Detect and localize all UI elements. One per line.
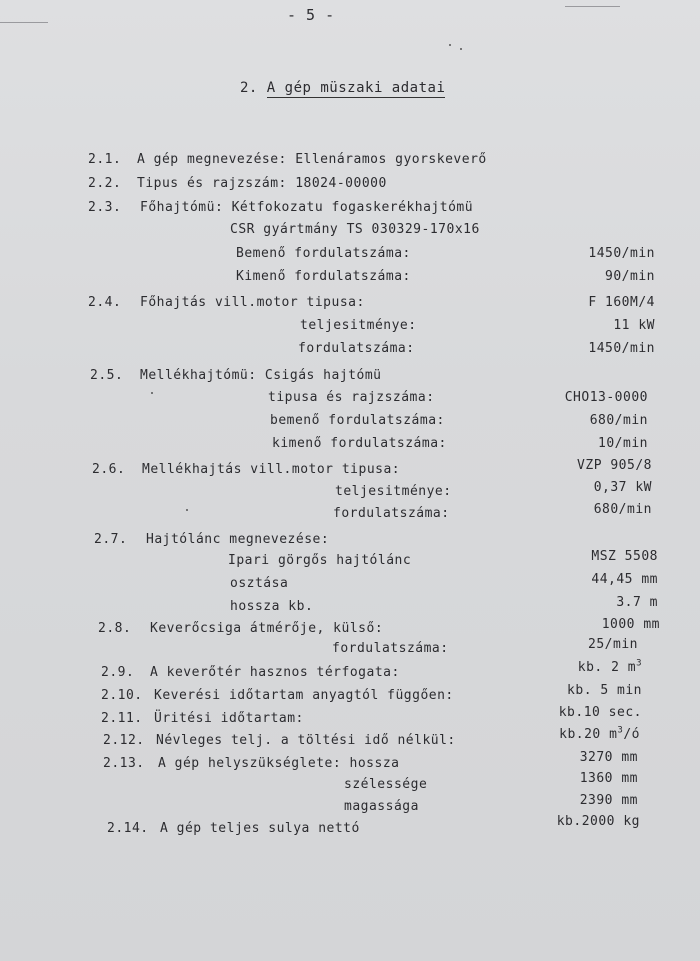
item-label: A gép megnevezése: Ellenáramos gyorskeverő — [137, 152, 487, 167]
item-label: bemenő fordulatszáma: — [270, 413, 445, 428]
item-number: 2.6. — [92, 462, 126, 477]
section-number: 2. — [240, 80, 258, 96]
paper-speck — [151, 392, 153, 394]
item-number: 2.11. — [101, 711, 143, 726]
item-label: fordulatszáma: — [332, 641, 449, 656]
item-value: kb.10 sec. — [558, 705, 642, 720]
item-label: A keverőtér hasznos térfogata: — [150, 665, 400, 680]
item-label: Keverőcsiga átmérője, külső: — [150, 621, 384, 636]
item-label: fordulatszáma: — [298, 341, 415, 356]
item-label: teljesitménye: — [300, 318, 417, 333]
edge-mark — [565, 6, 620, 7]
item-value: MSZ 5508 — [591, 549, 658, 564]
item-value: 11 kW — [613, 318, 655, 333]
item-value: 3.7 m — [616, 595, 658, 610]
item-value: 680/min — [593, 502, 652, 517]
item-number: 2.10. — [101, 688, 143, 703]
item-value: 1000 mm — [601, 617, 660, 632]
item-label: hossza kb. — [230, 599, 314, 614]
edge-mark — [0, 22, 48, 23]
item-value: 1450/min — [588, 246, 655, 261]
item-label: tipusa és rajzszáma: — [268, 390, 435, 405]
item-value: 2390 mm — [579, 793, 638, 808]
paper-speck — [460, 48, 462, 50]
item-number: 2.3. — [88, 200, 122, 215]
item-value: kb. 5 min — [567, 683, 642, 698]
paper-speck — [186, 509, 188, 511]
item-label: CSR gyártmány TS 030329-170x16 — [230, 222, 480, 237]
item-value: F 160M/4 — [588, 295, 655, 310]
item-number: 2.7. — [94, 532, 128, 547]
item-label: Főhajtás vill.motor tipusa: — [140, 295, 365, 310]
page-number: - 5 - — [287, 6, 335, 24]
item-number: 2.9. — [101, 665, 135, 680]
item-number: 2.4. — [88, 295, 122, 310]
item-label: Főhajtómü: Kétfokozatu fogaskerékhajtómü — [140, 200, 474, 215]
item-number: 2.1. — [88, 152, 122, 167]
item-label: A gép teljes sulya nettó — [160, 821, 360, 836]
item-value: kb.2000 kg — [556, 814, 640, 829]
item-label: Hajtólánc megnevezése: — [146, 532, 330, 547]
item-label: Mellékhajtás vill.motor tipusa: — [142, 462, 401, 477]
item-number: 2.14. — [107, 821, 149, 836]
item-label: teljesitménye: — [335, 484, 452, 499]
item-value: 25/min — [588, 637, 638, 652]
item-label: Keverési időtartam anyagtól függően: — [154, 688, 454, 703]
item-label: kimenő fordulatszáma: — [272, 436, 447, 451]
item-value: VZP 905/8 — [577, 458, 652, 473]
item-value: 0,37 kW — [593, 480, 652, 495]
item-label: Kimenő fordulatszáma: — [236, 269, 411, 284]
item-value: 1360 mm — [579, 771, 638, 786]
item-value: 680/min — [589, 413, 648, 428]
item-label: Üritési időtartam: — [154, 711, 304, 726]
item-label: Névleges telj. a töltési idő nélkül: — [156, 733, 456, 748]
item-value: CHO13-0000 — [564, 390, 648, 405]
item-value: 3270 mm — [579, 750, 638, 765]
item-label: fordulatszáma: — [333, 506, 450, 521]
item-value: kb.20 $m^3/ó$ — [559, 725, 640, 742]
item-number: 2.5. — [90, 368, 124, 383]
item-value: 44,45 mm — [591, 572, 658, 587]
section-title: A gép müszaki adatai — [266, 80, 446, 96]
item-number: 2.8. — [98, 621, 132, 636]
item-value: kb. 2 $m^3$ — [577, 658, 642, 675]
item-number: 2.2. — [88, 176, 122, 191]
item-label: Mellékhajtómü: Csigás hajtómü — [140, 368, 382, 383]
item-value: 10/min — [598, 436, 648, 451]
section-heading — [240, 80, 445, 96]
item-label: osztása — [230, 576, 289, 591]
item-label: Ipari görgős hajtólánc — [228, 553, 412, 568]
item-value: 1450/min — [588, 341, 655, 356]
item-label: Tipus és rajzszám: 18024-00000 — [137, 176, 387, 191]
item-value: 90/min — [605, 269, 655, 284]
paper-speck — [449, 44, 451, 46]
item-label: magassága — [344, 799, 419, 814]
item-number: 2.12. — [103, 733, 145, 748]
item-number: 2.13. — [103, 756, 145, 771]
item-label: A gép helyszükséglete: hossza — [158, 756, 400, 771]
item-label: Bemenő fordulatszáma: — [236, 246, 411, 261]
item-label: szélessége — [344, 777, 428, 792]
